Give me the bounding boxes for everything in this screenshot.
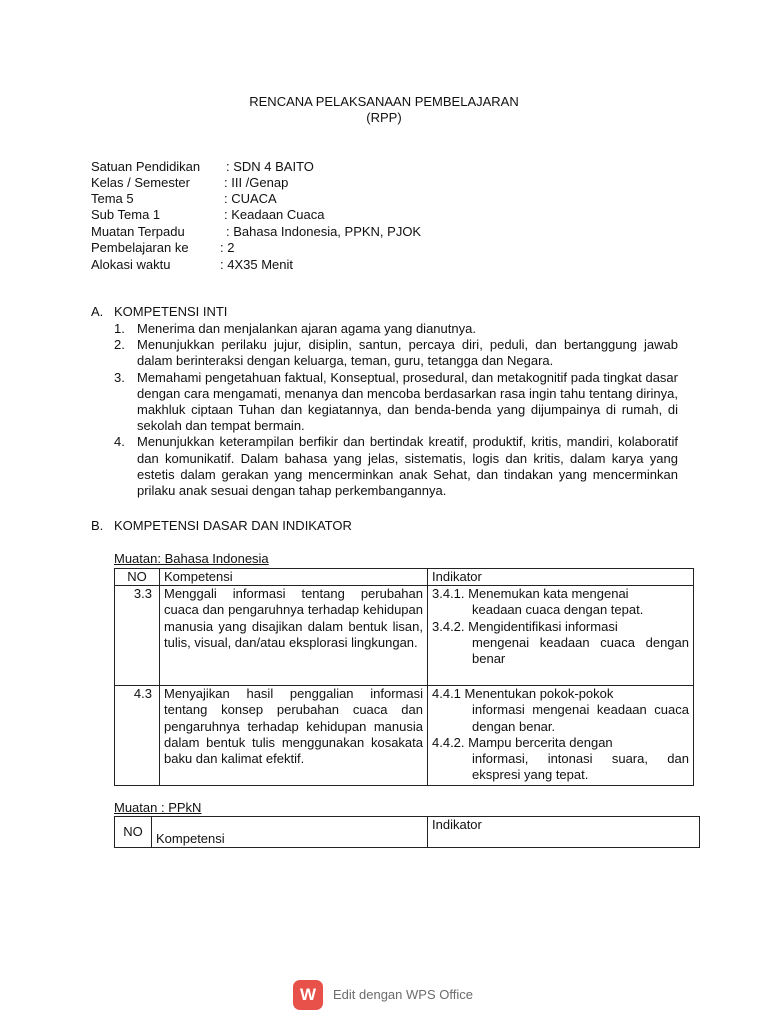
indikator-text: informasi, intonasi suara, dan ekspresi yang tepat. xyxy=(472,751,689,783)
identity-label: Pembelajaran ke xyxy=(91,240,189,255)
indikator-code: 3.4.1. Menemukan kata mengenai xyxy=(432,586,629,602)
header-indikator: Indikator xyxy=(428,569,694,586)
list-number: 2. xyxy=(114,337,125,353)
wps-office-logo-icon xyxy=(293,980,323,1010)
section-title: KOMPETENSI INTI xyxy=(114,304,228,319)
header-indikator: Indikator xyxy=(428,817,700,848)
identity-label: Kelas / Semester xyxy=(91,175,190,190)
indikator-code: 4.4.1 Menentukan pokok-pokok xyxy=(432,686,614,702)
list-text: Menunjukkan keterampilan berfikir dan bertindak kreatif, produktif, kritis, mandiri, kolaboratif dan komunikatif. Dalam bahasa yang jelas, sistematis, logis dan kritis, dalam karya yang estetis dalam gerakan yang mencerminkan anak Sehat, dan tindakan yang mencerminkan prilaku anak sesuai dengan tahap perkembangannya. xyxy=(137,434,678,499)
header-no: NO xyxy=(115,817,152,848)
indikator-code: 3.4.2. Mengidentifikasi informasi xyxy=(432,618,618,634)
indikator-code: 4.4.2. Mampu bercerita dengan xyxy=(432,734,613,750)
header-kompetensi: Kompetensi xyxy=(152,817,428,848)
identity-value: : SDN 4 BAITO xyxy=(226,159,314,174)
section-title: KOMPETENSI DASAR DAN INDIKATOR xyxy=(114,518,352,533)
row-no: 3.3 xyxy=(115,586,160,686)
section-b-heading xyxy=(91,518,352,534)
ppkn-table xyxy=(114,816,700,848)
row-no: 4.3 xyxy=(115,686,160,786)
header-kompetensi: Kompetensi xyxy=(160,569,428,586)
indikator-text: keadaan cuaca dengan tepat. xyxy=(472,602,644,618)
table-row xyxy=(115,686,694,786)
list-text: Memahami pengetahuan faktual, Konseptual, prosedural, dan metakognitif pada tingkat dasar dengan cara mengamati, menanya dan mencoba berdasarkan rasa ingin tahu tentang dirinya, makhluk ciptaan Tuhan dan kegiatannya, dan benda-benda yang dijumpainya di rumah, di sekolah dan tempat bermain. xyxy=(137,369,678,434)
identity-value: : Keadaan Cuaca xyxy=(224,207,325,222)
indikator-text: informasi mengenai keadaan cuaca dengan benar. xyxy=(472,702,689,734)
row-kompetensi: Menggali informasi tentang perubahan cuaca dan pengaruhnya terhadap kehidupan manusia yang disajikan dalam bentuk lisan, tulis, visual, dan/atau eksplorasi lingkungan. xyxy=(160,586,428,686)
row-indikator xyxy=(428,586,694,686)
document-title: RENCANA PELAKSANAAN PEMBELAJARAN xyxy=(249,94,519,109)
identity-label: Alokasi waktu xyxy=(91,257,171,272)
row-kompetensi: Menyajikan hasil penggalian informasi tentang konsep perubahan cuaca dan pengaruhnya terhadap kehidupan manusia dalam bentuk tulis menggunakan kosakata baku dan kalimat efektif. xyxy=(160,686,428,786)
list-number: 3. xyxy=(114,369,125,385)
list-item xyxy=(114,434,678,499)
table-header-row xyxy=(115,817,700,848)
muatan-ppkn-heading: Muatan : PPkN xyxy=(114,800,202,815)
list-item xyxy=(114,321,678,337)
identity-value: : Bahasa Indonesia, PPKN, PJOK xyxy=(226,224,422,239)
identity-label: Satuan Pendidikan xyxy=(91,159,201,174)
document-subtitle: (RPP) xyxy=(366,110,402,125)
identity-value: : III /Genap xyxy=(224,175,289,190)
identity-value: : CUACA xyxy=(224,191,277,206)
section-letter: A. xyxy=(91,304,104,319)
identity-label: Muatan Terpadu xyxy=(91,224,185,239)
wps-logo-letter: W xyxy=(299,984,317,1004)
section-a-heading xyxy=(91,304,227,320)
list-item xyxy=(114,370,678,435)
row-indikator xyxy=(428,686,694,786)
header-no: NO xyxy=(115,569,160,586)
list-text: Menunjukkan perilaku jujur, disiplin, santun, percaya diri, peduli, dan bertanggung jawab dalam berinteraksi dengan keluarga, teman, guru, tetangga dan Negara. xyxy=(137,337,678,369)
list-text: Menerima dan menjalankan ajaran agama yang dianutnya. xyxy=(137,321,476,336)
identity-value: : 4X35 Menit xyxy=(220,257,293,272)
indikator-text: mengenai keadaan cuaca dengan benar xyxy=(472,634,689,667)
table-header-row xyxy=(115,569,694,586)
list-number: 4. xyxy=(114,434,125,450)
table-row xyxy=(115,586,694,686)
wps-edit-banner[interactable] xyxy=(293,980,473,1010)
identity-label: Tema 5 xyxy=(91,191,134,206)
kompetensi-inti-list xyxy=(114,321,678,499)
identity-label: Sub Tema 1 xyxy=(91,207,161,222)
bahasa-indonesia-table xyxy=(114,568,694,786)
list-item xyxy=(114,337,678,369)
muatan-bahasa-heading: Muatan: Bahasa Indonesia xyxy=(114,551,269,566)
list-number: 1. xyxy=(114,321,125,336)
section-letter: B. xyxy=(91,518,104,533)
wps-edit-text[interactable]: Edit dengan WPS Office xyxy=(333,986,473,1002)
identity-value: : 2 xyxy=(220,240,235,255)
